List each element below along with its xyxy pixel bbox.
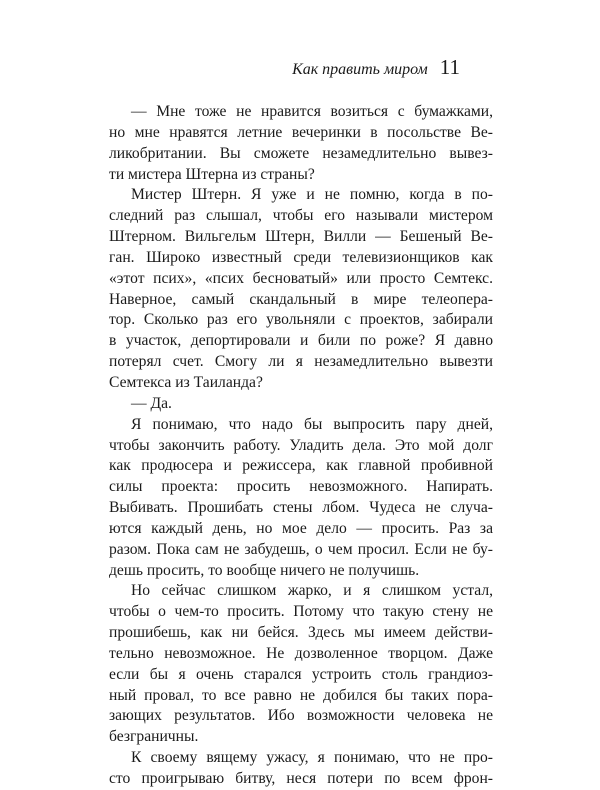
text-line: ный провал, то все равно не добился бы таких пора-	[109, 686, 493, 704]
running-title: Как править миром	[292, 61, 428, 78]
text-line: силы проекта: просить невозможного. Напирать.	[109, 478, 493, 496]
text-line: прошибешь, как ни бейся. Здесь мы имеем действи-	[109, 624, 493, 642]
text-line: в участок, депортировали и били по роже? Я давно	[109, 332, 493, 350]
text-line: Семтекса из Таиланда?	[109, 373, 263, 391]
text-line: Мистер Штерн. Я уже и не помню, когда в по-	[131, 186, 493, 204]
text-line: ган. Широко известный среди телевизионщиков как	[109, 248, 493, 266]
page-header	[292, 55, 460, 80]
text-line: зающих результатов. Ибо возможности человека не	[109, 707, 493, 725]
text-line: разом. Пока сам не забудешь, о чем просил. Если не бу-	[109, 540, 493, 558]
body-text	[109, 102, 493, 790]
text-line: чтобы о чем-то просить. Потому что такую стену не	[109, 603, 493, 621]
text-line: Выбивать. Прошибать стены лбом. Чудеса не случа-	[109, 499, 493, 517]
text-line: чтобы закончить работу. Уладить дела. Это мой долг	[109, 436, 493, 454]
text-line: следний раз слышал, чтобы его называли мистером	[109, 207, 493, 225]
text-line: тор. Сколько раз его увольняли с проектов, забирали	[109, 311, 493, 329]
text-line: ликобритании. Вы сможете незамедлительно вывез-	[109, 144, 493, 162]
text-line: потерял счет. Смогу ли я незамедлительно вывезти	[109, 353, 493, 371]
text-line: сто проигрываю битву, неся потери по всем фрон-	[109, 770, 493, 787]
text-line: К своему вящему ужасу, я понимаю, что не про-	[131, 749, 493, 767]
text-line: дешь просить, то вообще ничего не получишь.	[109, 561, 420, 579]
text-line: тельно невозможное. Не дозволенное творцом. Даже	[109, 644, 493, 662]
text-line: Но сейчас слишком жарко, и я слишком устал,	[131, 582, 493, 600]
text-line: безграничны.	[109, 728, 199, 746]
text-line: ются каждый день, но мое дело — просить. Раз за	[109, 519, 493, 537]
text-line: — Мне тоже не нравится возиться с бумажками,	[131, 103, 493, 120]
text-line: но мне нравятся летние вечеринки в посольстве Ве-	[109, 123, 493, 141]
text-line: — Да.	[131, 394, 172, 412]
text-line: «этот псих», «псих бесноватый» или просто Семтекс.	[109, 269, 493, 287]
text-line: ти мистера Штерна из страны?	[109, 165, 315, 183]
text-line: как продюсера и режиссера, как главной пробивной	[109, 457, 493, 475]
page-number: 11	[439, 55, 460, 79]
text-line: Наверное, самый скандальный в мире телеопера-	[109, 290, 493, 308]
text-line: если бы я очень старался устроить столь грандиоз-	[109, 665, 493, 683]
text-line: Я понимаю, что надо бы выпросить пару дней,	[131, 415, 493, 433]
text-line: Штерном. Вильгельм Штерн, Вилли — Бешеный Ве-	[109, 228, 493, 246]
